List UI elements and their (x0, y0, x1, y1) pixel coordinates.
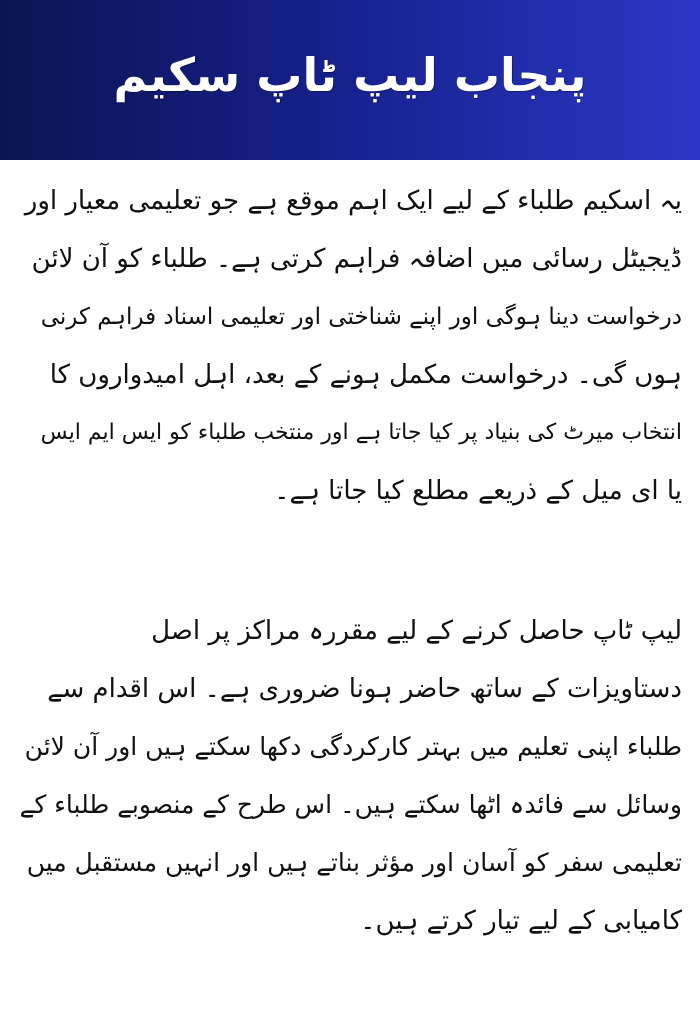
paragraph-gap (18, 520, 682, 602)
paragraph-1 (18, 172, 682, 520)
paragraph-line: دستاویزات کے ساتھ حاضر ہونا ضروری ہے۔ اس اقدام سے (47, 674, 682, 704)
paragraph-line: ڈیجیٹل رسائی میں اضافہ فراہم کرتی ہے۔ طلباء کو آن لائن (31, 244, 682, 274)
page-title: پنجاب لیپ ٹاپ سکیم (113, 48, 587, 102)
paragraph-line: تعلیمی سفر کو آسان اور مؤثر بناتے ہیں اور انہیں مستقبل میں (26, 848, 682, 877)
paragraph-line: وسائل سے فائدہ اٹھا سکتے ہیں۔ اس طرح کے منصوبے طلباء کے (19, 790, 682, 819)
paragraph-line: ہوں گی۔ درخواست مکمل ہونے کے بعد، اہل امیدواروں کا (49, 360, 682, 390)
paragraph-line: یہ اسکیم طلباء کے لیے ایک اہم موقع ہے جو تعلیمی معیار اور (24, 186, 682, 216)
paragraph-line: کامیابی کے لیے تیار کرتے ہیں۔ (360, 906, 682, 936)
paragraph-line: انتخاب میرٹ کی بنیاد پر کیا جاتا ہے اور منتخب طلباء کو ایس ایم ایس (40, 420, 682, 445)
article-body (18, 172, 682, 950)
header-banner (0, 0, 700, 160)
paragraph-line: طلباء اپنی تعلیم میں بہتر کارکردگی دکھا سکتے ہیں اور آن لائن (24, 732, 682, 761)
paragraph-line: درخواست دینا ہوگی اور اپنے شناختی اور تعلیمی اسناد فراہم کرنی (40, 304, 682, 330)
paragraph-2 (18, 602, 682, 950)
paragraph-line: یا ای میل کے ذریعے مطلع کیا جاتا ہے۔ (274, 476, 682, 506)
paragraph-line: لیپ ٹاپ حاصل کرنے کے لیے مقررہ مراکز پر اصل (151, 616, 682, 646)
